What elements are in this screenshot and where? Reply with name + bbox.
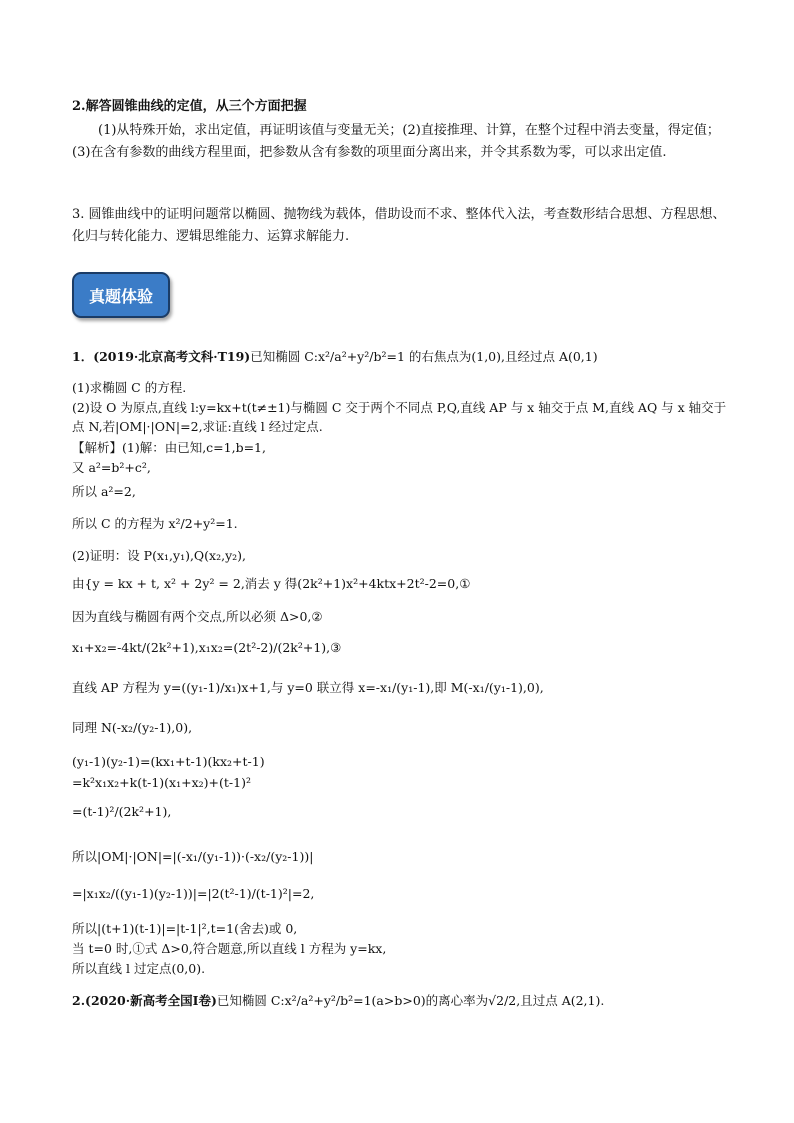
solution-line: 所以 C 的方程为 x²/2+y²=1. bbox=[72, 516, 238, 531]
section-3 bbox=[72, 204, 728, 248]
solution-line: (2)证明：设 P(x₁,y₁),Q(x₂,y₂), bbox=[72, 548, 247, 563]
problem-1-header bbox=[72, 347, 728, 366]
section-2 bbox=[72, 96, 728, 164]
problem-1-q2: (2)设 O 为原点,直线 l:y=kx+t(t≠±1)与椭圆 C 交于两个不同点 P,Q,直线 AP 与 x 轴交于点 M,直线 AQ 与 x 轴交于点 N,若|OM|·|ON|=2,求证:直线 l 经过定点. bbox=[72, 400, 727, 434]
problem-2-header bbox=[72, 991, 728, 1010]
section-2-body: (1)从特殊开始，求出定值，再证明该值与变量无关；(2)直接推理、计算，在整个过程中消去变量，得定值；(3)在含有参数的曲线方程里面，把参数从含有参数的项里面分离出来，并令其系数为零，可以求出定值. bbox=[72, 123, 720, 160]
solution-line: 当 t=0 时,①式 Δ>0,符合题意,所以直线 l 方程为 y=kx, bbox=[72, 941, 387, 956]
solution-line: 所以直线 l 过定点(0,0). bbox=[72, 961, 206, 976]
section-badge: 真题体验 bbox=[72, 272, 170, 318]
section-3-text: 3. 圆锥曲线中的证明问题常以椭圆、抛物线为载体，借助设而不求、整体代入法，考查数形结合思想、方程思想、化归与转化能力、逻辑思维能力、运算求解能力. bbox=[72, 207, 726, 244]
solution-line: 直线 AP 方程为 y=((y₁-1)/x₁)x+1,与 y=0 联立得 x=-x₁/(y₁-1),即 M(-x₁/(y₁-1),0), bbox=[72, 680, 544, 695]
solution-line: 又 a²=b²+c², bbox=[72, 460, 151, 475]
solution-line: 所以|OM|·|ON|=|(-x₁/(y₁-1))·(-x₂/(y₂-1))| bbox=[72, 849, 314, 864]
solution-line: 因为直线与椭圆有两个交点,所以必须 Δ>0,② bbox=[72, 609, 323, 624]
solution-line: 所以 a²=2, bbox=[72, 484, 136, 499]
solution-line: (y₁-1)(y₂-1)=(kx₁+t-1)(kx₂+t-1) bbox=[72, 754, 265, 769]
section-2-heading: 2.解答圆锥曲线的定值，从三个方面把握 bbox=[72, 99, 307, 114]
problem-1-source: 1．(2019·北京高考文科·T19) bbox=[72, 349, 251, 364]
problem-2-stem: 已知椭圆 C:x²/a²+y²/b²=1(a>b>0)的离心率为√2/2,且过点 A(2,1). bbox=[216, 993, 605, 1008]
problem-1-q1: (1)求椭圆 C 的方程. bbox=[72, 380, 187, 395]
problem-1-stem: 已知椭圆 C:x²/a²+y²/b²=1 的右焦点为(1,0),且经过点 A(0,1) bbox=[250, 349, 598, 364]
solution-line: 【解析】(1)解：由已知,c=1,b=1, bbox=[72, 440, 266, 455]
solution-line: =|x₁x₂/((y₁-1)(y₂-1))|=|2(t²-1)/(t-1)²|=2, bbox=[72, 886, 315, 901]
solution-line: =k²x₁x₂+k(t-1)(x₁+x₂)+(t-1)² bbox=[72, 775, 251, 790]
solution-line: 所以|(t+1)(t-1)|=|t-1|²,t=1(舍去)或 0, bbox=[72, 921, 298, 936]
solution-line: 由{y = kx + t, x² + 2y² = 2,消去 y 得(2k²+1)x²+4ktx+2t²-2=0,① bbox=[72, 576, 471, 591]
solution-line: x₁+x₂=-4kt/(2k²+1),x₁x₂=(2t²-2)/(2k²+1),③ bbox=[72, 640, 342, 655]
solution-line: =(t-1)²/(2k²+1), bbox=[72, 804, 172, 819]
problem-2-source: 2.(2020·新高考全国Ⅰ卷) bbox=[72, 993, 217, 1008]
solution-line: 同理 N(-x₂/(y₂-1),0), bbox=[72, 720, 193, 735]
